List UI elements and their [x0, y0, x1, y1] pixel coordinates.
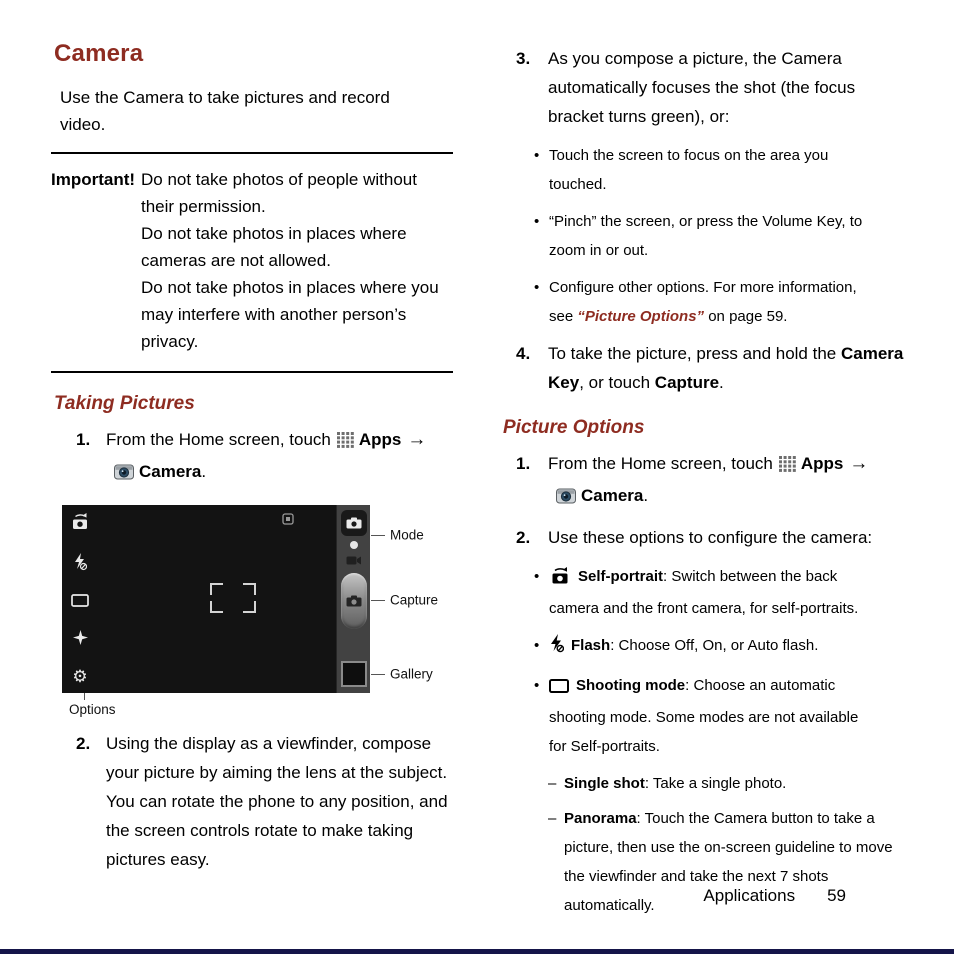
- suboption-label: Single shot: [564, 775, 645, 792]
- mode-toggle-knob: [350, 541, 358, 549]
- capture-label: Capture: [654, 373, 720, 392]
- step-body: [106, 425, 453, 489]
- step-line: [108, 457, 453, 489]
- suboption-text: : Touch the Camera button to take a picture, then use the on-screen guideline to move the viewfinder and take the next 7 shots automatically.: [564, 810, 893, 914]
- suboption-body: [564, 769, 896, 798]
- camera-key-label: Camera Key: [548, 344, 904, 392]
- bullet-item: [534, 207, 912, 265]
- camera-app-icon: [556, 484, 576, 513]
- step-number: 4.: [516, 344, 531, 363]
- page-footer: [500, 886, 846, 906]
- step-line: [548, 449, 912, 481]
- step-number: 1.: [76, 430, 91, 449]
- bullet-item: [534, 273, 912, 331]
- viewfinder-sidebar: [69, 513, 91, 685]
- important-label: Important!: [51, 170, 136, 189]
- camera-app-icon: [114, 460, 134, 489]
- bullet-glyph: •: [534, 568, 540, 585]
- shooting-mode-icon: [71, 594, 89, 612]
- step-3-bullets: [500, 141, 912, 331]
- step-text-post: .: [719, 373, 724, 392]
- option-label: Flash: [571, 637, 611, 654]
- option-shooting-mode: [534, 671, 912, 761]
- focus-bracket-corner: [210, 601, 223, 613]
- step-text: Using the display as a viewfinder, compose your picture by aiming the lens at the subject. You can rotate the phone to any position, and the screen controls rotate to make taking pictures easy.: [106, 734, 448, 869]
- step-line: [550, 481, 912, 513]
- step-body: [548, 449, 912, 513]
- important-line: Do not take photos of people without their permission.: [141, 170, 417, 216]
- options-callout-label: Options: [69, 702, 116, 717]
- apps-grid-icon: [337, 428, 354, 457]
- capture-leader-line: [371, 600, 385, 601]
- bullet-glyph: •: [534, 637, 540, 654]
- camera-switch-icon: [71, 513, 89, 535]
- storage-indicator-icon: [282, 512, 294, 530]
- apps-label: Apps: [800, 454, 844, 473]
- viewfinder-control-strip: [336, 505, 370, 693]
- bullet-glyph: •: [534, 147, 540, 164]
- mode-toggle-camera-icon: [341, 510, 367, 536]
- important-line: Do not take photos in places where you may interfere with another person’s privacy.: [141, 278, 439, 351]
- step-1-picture-options: [500, 449, 912, 513]
- dash-glyph: –: [548, 810, 557, 827]
- bullet-text: “Pinch” the screen, or press the Volume Key, to zoom in or out.: [549, 213, 863, 259]
- settings-gear-icon: ⚙: [72, 667, 88, 686]
- apps-grid-icon: [779, 452, 796, 481]
- focus-bracket-corner: [243, 583, 256, 595]
- self-portrait-icon: [549, 565, 571, 594]
- effects-icon: [73, 630, 88, 650]
- gallery-thumbnail: [341, 661, 367, 687]
- right-column: [500, 40, 912, 926]
- step-1-taking-pictures: [51, 425, 453, 489]
- page-bottom-rule: [0, 949, 954, 954]
- step-line: [106, 425, 453, 457]
- step-text: From the Home screen, touch: [106, 430, 331, 449]
- left-column: [51, 40, 453, 884]
- option-label: Shooting mode: [576, 677, 686, 694]
- arrow-glyph: →: [849, 453, 869, 474]
- option-self-portrait: [534, 562, 912, 623]
- step-text: From the Home screen, touch: [548, 454, 773, 473]
- option-body: [549, 631, 871, 663]
- important-note: [51, 152, 453, 373]
- bullet-text-post: on page 59.: [704, 308, 788, 325]
- step-number: 3.: [516, 49, 531, 68]
- flash-icon: [549, 634, 564, 663]
- footer-page-number: 59: [827, 886, 846, 905]
- option-flash: [534, 631, 912, 663]
- picture-options-list: [500, 562, 912, 920]
- step-text: [548, 339, 912, 397]
- gallery-leader-line: [371, 674, 385, 675]
- option-text: : Choose an automatic shooting mode. Some modes are not available for Self-portraits.: [549, 677, 859, 755]
- gallery-callout-label: Gallery: [390, 666, 433, 682]
- bullet-glyph: •: [534, 213, 540, 230]
- step-4: [500, 339, 912, 397]
- options-leader-line: [84, 693, 85, 700]
- camera-viewfinder-screenshot: [62, 505, 454, 723]
- flash-off-icon: [73, 553, 87, 576]
- step-3: [500, 44, 912, 131]
- step-text-mid: , or touch: [579, 373, 655, 392]
- viewfinder-screen: [62, 505, 336, 693]
- section-heading-taking-pictures: Taking Pictures: [54, 393, 195, 414]
- focus-bracket-corner: [243, 601, 256, 613]
- step-text: As you compose a picture, the Camera automatically focuses the shot (the focus bracket turns green), or:: [548, 49, 856, 126]
- important-body: [141, 166, 441, 355]
- step-2-picture-options: [500, 523, 912, 552]
- bullet-glyph: •: [534, 677, 540, 694]
- suboption-single-shot: [548, 769, 912, 798]
- focus-bracket: [210, 583, 256, 613]
- option-text: : Switch between the back camera and the front camera, for self-portraits.: [549, 568, 859, 617]
- option-body: [549, 562, 871, 623]
- picture-options-cross-reference-link[interactable]: “Picture Options”: [577, 308, 705, 325]
- step-text: Use these options to configure the camera:: [548, 528, 873, 547]
- suboption-label: Panorama: [564, 810, 637, 827]
- mode-callout-label: Mode: [390, 527, 424, 543]
- bullet-text-pre: Configure other options. For more information, see: [549, 279, 857, 325]
- capture-button: [341, 573, 367, 629]
- step-2-taking-pictures: [51, 729, 453, 874]
- page-title: Camera: [54, 40, 144, 67]
- arrow-glyph: →: [407, 429, 427, 450]
- mode-leader-line: [371, 535, 385, 536]
- step-number: 2.: [76, 734, 91, 753]
- bullet-text: Touch the screen to focus on the area you touched.: [549, 147, 829, 193]
- period: .: [643, 486, 649, 505]
- bullet-item: [534, 141, 912, 199]
- step-number: 2.: [516, 528, 531, 547]
- footer-section-label: Applications: [703, 886, 796, 905]
- bullet-glyph: •: [534, 279, 540, 296]
- step-number: 1.: [516, 454, 531, 473]
- camcorder-icon: [346, 553, 362, 571]
- period: .: [201, 462, 207, 481]
- intro-text: Use the Camera to take pictures and record video.: [60, 88, 390, 134]
- option-label: Self-portrait: [578, 568, 664, 585]
- camera-label: Camera: [139, 462, 202, 481]
- bullet-text: [549, 273, 871, 331]
- camera-label: Camera: [581, 486, 644, 505]
- important-line: Do not take photos in places where cameras are not allowed.: [141, 224, 407, 270]
- dash-glyph: –: [548, 775, 557, 792]
- step-text-pre: To take the picture, press and hold the: [548, 344, 841, 363]
- apps-label: Apps: [358, 430, 402, 449]
- focus-bracket-corner: [210, 583, 223, 595]
- suboption-text: : Take a single photo.: [644, 775, 787, 792]
- shooting-mode-icon: [549, 674, 569, 703]
- option-body: [549, 671, 871, 761]
- section-heading-picture-options: Picture Options: [503, 417, 645, 438]
- capture-callout-label: Capture: [390, 592, 439, 608]
- option-text: : Choose Off, On, or Auto flash.: [610, 637, 819, 654]
